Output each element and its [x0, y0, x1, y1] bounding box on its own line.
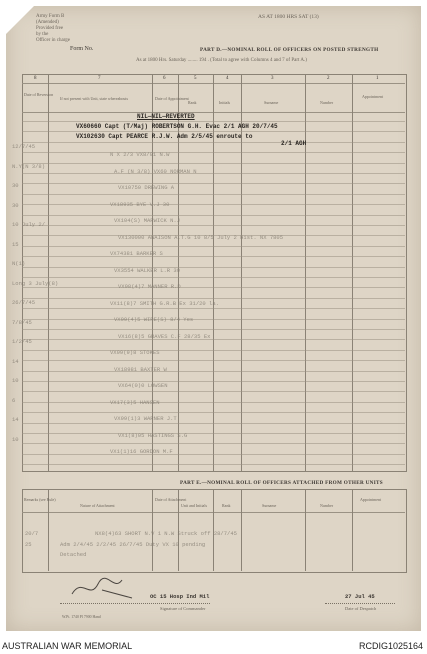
signature-scribble: [62, 572, 142, 602]
bleed-row: VX99(4)5 WIRE(S) 8/4 Yes: [114, 316, 194, 323]
row-line: [22, 215, 405, 216]
bleed-left: 10: [12, 377, 19, 384]
row-line: [22, 194, 405, 195]
column-number: 7: [98, 76, 101, 81]
bleed-row: VX18935 BYE V.J 30: [110, 200, 170, 208]
typed-entry: VX102630 Capt PEARCE R.J.W. Adm 2/5/45 enroute to: [76, 133, 253, 140]
bleed-left: 26/7/45: [12, 299, 36, 306]
row-line: [22, 277, 405, 278]
nil-reverted-heading: NIL—NIL—REVERTED: [137, 113, 195, 120]
column-number: 4: [226, 76, 229, 81]
bleed-left: 25: [25, 541, 32, 548]
as-at-line: AS AT 1800 HRS SAT (13): [258, 14, 319, 20]
column-label: Number: [320, 100, 334, 105]
bleed-left: Long 3 July(8): [12, 279, 59, 287]
column-label: Nature of Attachment: [80, 503, 115, 508]
bleed-left: 15: [12, 240, 19, 248]
row-line: [22, 360, 405, 361]
column-number: 2: [327, 76, 330, 81]
column-label: Date of Attachment: [155, 497, 187, 502]
row-line: [22, 329, 405, 330]
bleed-left: 6: [12, 396, 16, 404]
row-line: [22, 308, 405, 309]
part-d-title: PART D.—NOMINAL ROLL OF OFFICERS ON POSTED STRENGTH: [200, 47, 379, 53]
bleed-left: 1/2/45: [12, 338, 32, 345]
bleed-row: VX98(4)7 MANNER R.D: [118, 283, 181, 290]
part-d-subtitle: As at 1800 Hrs. Saturday ........ 194 . (Total to agree with Columns 4 and 7 of Part A.): [136, 58, 307, 63]
row-line: [22, 173, 405, 174]
row-line: [22, 433, 405, 434]
bleed-row: Detached: [60, 551, 87, 558]
bleed-row: N X 2/3 VX8/01 N.W: [110, 151, 170, 158]
bleed-row: VX104(S) MARWICK N.J: [114, 217, 181, 224]
row-line: [22, 225, 405, 226]
bleed-left: 20/7: [25, 530, 39, 537]
row-line: [22, 183, 405, 184]
bleed-left: N.Y(N 3/8): [12, 162, 46, 170]
column-label: Date of Appointment: [155, 96, 189, 101]
signature-line: [60, 603, 210, 604]
row-line: [22, 412, 405, 413]
typed-entry: 2/1 AGH: [281, 140, 307, 147]
column-line: [241, 489, 242, 571]
row-line: [22, 256, 405, 257]
header-line: (Amended): [36, 20, 59, 25]
bleed-left: 14: [12, 357, 19, 365]
bleed-row: VX18981 BAXTER W: [114, 365, 167, 373]
bleed-left: 30: [12, 201, 19, 209]
archive-id: RCDIG1025164: [358, 641, 423, 651]
row-line: [22, 423, 405, 424]
column-label: Rank: [222, 503, 231, 508]
row-line: [22, 402, 405, 403]
row-line: [22, 443, 405, 444]
row-line: [22, 339, 405, 340]
folded-corner: [6, 6, 34, 34]
row-line: [22, 204, 405, 205]
column-number: 1: [376, 76, 379, 81]
bleed-row: Adm 2/4/45 2/2/45 26/7/45 Duty VX 10 pending: [60, 541, 206, 548]
stamp-text: OC 15 Hosp Ind Mil: [150, 593, 210, 600]
part-e-title: PART E.—NOMINAL ROLL OF OFFICERS ATTACHED FROM OTHER UNITS: [180, 480, 383, 486]
column-label: Appointment: [362, 94, 384, 99]
row-line: [22, 391, 405, 392]
column-label: Appointment: [360, 497, 382, 502]
bleed-row: VX17(3)5 HANSEN: [110, 398, 160, 406]
bleed-row: VX16(8)5 GRAVES C.F 28/35 Ex: [118, 332, 211, 340]
date-line: [325, 603, 395, 604]
row-line: [22, 267, 405, 268]
row-line: [22, 246, 405, 247]
row-line: [22, 287, 405, 288]
bleed-left: 14: [12, 416, 19, 423]
column-line: [352, 489, 353, 571]
archive-credit: AUSTRALIAN WAR MEMORIAL: [2, 641, 133, 651]
bleed-row: VX11(8)7 SMITH G.R.B Ex 31/20 la.: [110, 299, 219, 307]
column-number: 8: [34, 76, 37, 81]
bleed-row: VX99(9)8 STOKES: [110, 349, 160, 356]
header-line: Army Form B: [36, 14, 65, 19]
row-line: [22, 350, 405, 351]
column-line: [305, 489, 306, 571]
row-line: [22, 142, 405, 143]
despatch-label: Date of Despatch: [345, 606, 377, 611]
despatch-date: 27 Jul 45: [345, 593, 375, 600]
column-label: Date of Reversion: [24, 92, 54, 97]
row-line: [22, 464, 405, 465]
row-line: [22, 371, 405, 372]
row-line: [22, 319, 405, 320]
column-number: 3: [271, 76, 274, 81]
column-number: 6: [163, 76, 166, 81]
header-line: by the: [36, 32, 49, 37]
bleed-row: VX74381 BARKER S: [110, 250, 163, 257]
bleed-row: VX130000 AWAISON A.T.G 10 8/5 July 2 Hist. NX 7805: [118, 233, 284, 241]
column-label: Surname: [262, 503, 277, 508]
bleed-row: A.F (N 3/8) VX60 NORMAN N: [114, 167, 197, 175]
column-number: 5: [194, 76, 197, 81]
bleed-row: VX64(0)0 LOWSEN: [118, 382, 168, 389]
row-line: [22, 454, 405, 455]
row-line: [22, 163, 405, 164]
header-line: Provided free: [36, 26, 64, 31]
bleed-row: VX99(1)3 WARNER J.T: [114, 415, 177, 422]
bleed-row: VX1(8)05 HASTINGS S.G: [118, 431, 188, 439]
bleed-left: 10: [12, 435, 19, 443]
bleed-left: 30: [12, 182, 19, 189]
column-label: Remarks (see Rule): [24, 497, 56, 502]
header-line: Officer in charge: [36, 38, 70, 43]
row-line: [22, 381, 405, 382]
row-line: [22, 121, 405, 122]
column-label: Unit and Initials: [181, 503, 207, 508]
printer-line: W.Pt. 1740 Pl 7900 Hand: [62, 615, 101, 619]
column-label: Surname: [264, 100, 279, 105]
column-label: Initials: [219, 100, 231, 105]
bleed-row: VX3554 WALKER L.R 30: [114, 266, 181, 274]
bleed-left: N(1): [12, 260, 26, 267]
bleed-row: VX1(1)16 GORDON M.F: [110, 448, 173, 455]
column-label: Rank: [188, 100, 197, 105]
bleed-left: 12/7/45: [12, 143, 36, 150]
bleed-row: VX10750 DREWING A: [118, 184, 175, 191]
column-label: If not present with Unit, state whereabouts: [60, 96, 129, 101]
signature-label: Signature of Commander: [160, 606, 206, 611]
form-number: Form No.: [70, 46, 94, 52]
bleed-left: 7/8/45: [12, 318, 32, 326]
bleed-row: NX8(4)63 SHORT N.V 1 N.W Struck off 28/7/45: [95, 530, 237, 537]
bleed-left: 10 July 2/: [12, 221, 46, 228]
typed-entry: VX60660 Capt (T/Maj) ROBERTSON G.H. Evac 2/1 AGH 20/7/45: [76, 123, 278, 130]
column-label: Number: [320, 503, 334, 508]
row-line: [22, 152, 405, 153]
